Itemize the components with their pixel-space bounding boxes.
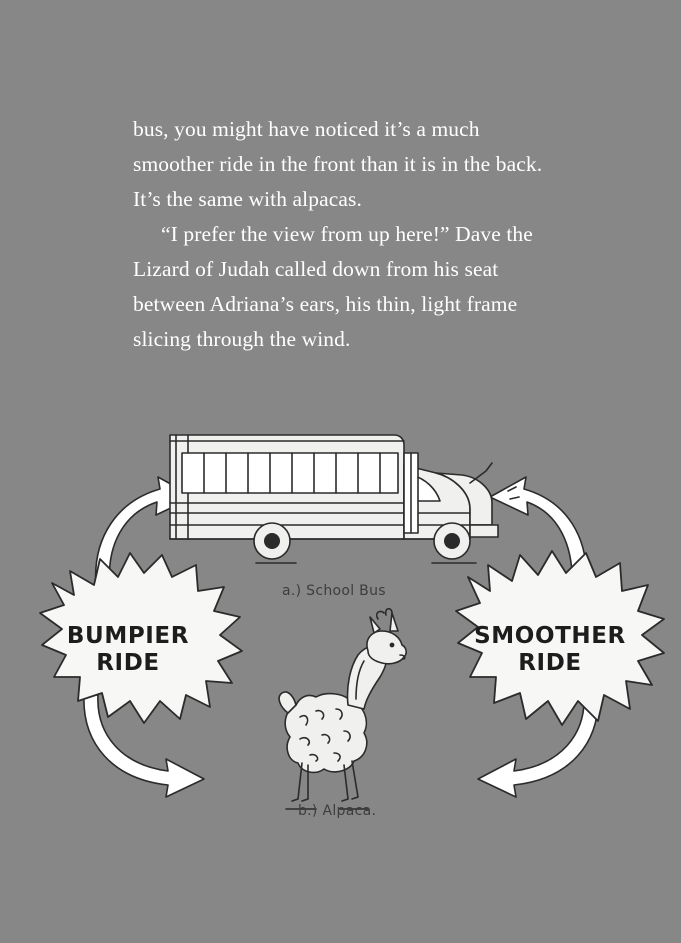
school-bus-illustration [170,435,519,563]
paragraph-1: bus, you might have noticed it’s a much smoother ride in the front than it is in the back. It’s the same with alpacas. [133,117,543,211]
label-smoother-ride [470,623,630,677]
label-smoother-line-2: RIDE [518,650,582,676]
label-smoother-line-1: SMOOTHER [474,623,626,649]
caption-school-bus: a.) School Bus [282,583,386,599]
paragraph-2: “I prefer the view from up here!” Dave the Lizard of Judah called down from his seat between Adriana’s ears, his thin, light frame slicing through the wind. [133,222,533,351]
caption-alpaca: b.) Alpaca. [298,803,377,819]
label-bumpier-line-2: RIDE [96,650,160,676]
page-text [133,112,553,357]
label-bumpier-line-1: BUMPIER [66,623,190,649]
illustration-diagram [0,405,681,865]
label-bumpier-ride [48,623,208,677]
alpaca-illustration [279,609,406,809]
